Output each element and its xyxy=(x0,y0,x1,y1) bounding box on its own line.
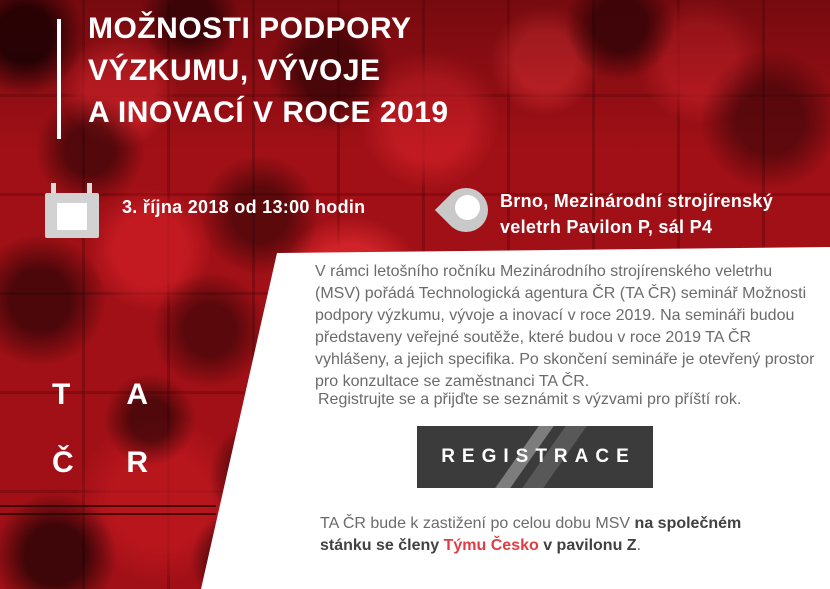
location-line-1: Brno, Mezinárodní strojírenský xyxy=(500,191,774,211)
map-pin-hole xyxy=(455,195,480,220)
logo-letter-a: A xyxy=(126,378,148,411)
logo-letter-t: T xyxy=(52,378,71,411)
title-line-1: MOŽNOSTI PODPORY xyxy=(88,12,412,45)
location-line-2: veletrh Pavilon P, sál P4 xyxy=(500,217,713,237)
footer-text-bold: na společném stánku se členy xyxy=(320,515,742,554)
footer-note xyxy=(320,513,795,557)
logo-letter-r: R xyxy=(126,446,148,479)
title-line-2: VÝZKUMU, VÝVOJE xyxy=(88,54,381,87)
calendar-icon xyxy=(45,183,101,239)
page-title xyxy=(88,8,449,134)
title-line-3: A INOVACÍ V ROCE 2019 xyxy=(88,96,449,129)
tray-line xyxy=(0,513,216,515)
tacr-logo-row-1 xyxy=(52,380,148,410)
intro-paragraph: V rámci letošního ročníku Mezinárodního strojírenského veletrhu (MSV) pořádá Technologická agentura ČR (TA ČR) seminář Možnosti podpory výzkumu, vývoje a inovací v roce 2019. Na semináři budou představeny veřejné soutěže, které budou v roce 2019 TA ČR vyhlášeny, a jejich specifika. Po skončení semináře je otevřený prostor pro konzultace se zaměstnanci TA ČR. xyxy=(315,263,815,390)
event-location xyxy=(500,188,773,240)
logo-letter-c: Č xyxy=(52,446,74,479)
tacr-logo-row-2 xyxy=(52,448,148,478)
registration-button[interactable] xyxy=(417,426,653,488)
registration-button-label: REGISTRACE xyxy=(441,446,636,467)
footer-text-normal: TA ČR bude k zastižení po celou dobu MSV xyxy=(320,515,635,532)
footer-text-period: . xyxy=(636,537,642,554)
event-date: 3. října 2018 od 13:00 hodin xyxy=(122,197,366,217)
cta-text: Registrujte se a přijďte se seznámit s výzvami pro příští rok. xyxy=(318,391,742,408)
footer-text-red-tym-cesko: Týmu Česko xyxy=(443,537,539,554)
map-pin-icon xyxy=(442,186,490,246)
title-vertical-rule xyxy=(57,19,61,139)
footer-text-bold-2: v pavilonu Z xyxy=(538,537,637,554)
tacr-logo xyxy=(52,380,148,478)
calendar-page xyxy=(57,203,87,230)
tray-line xyxy=(0,505,216,507)
